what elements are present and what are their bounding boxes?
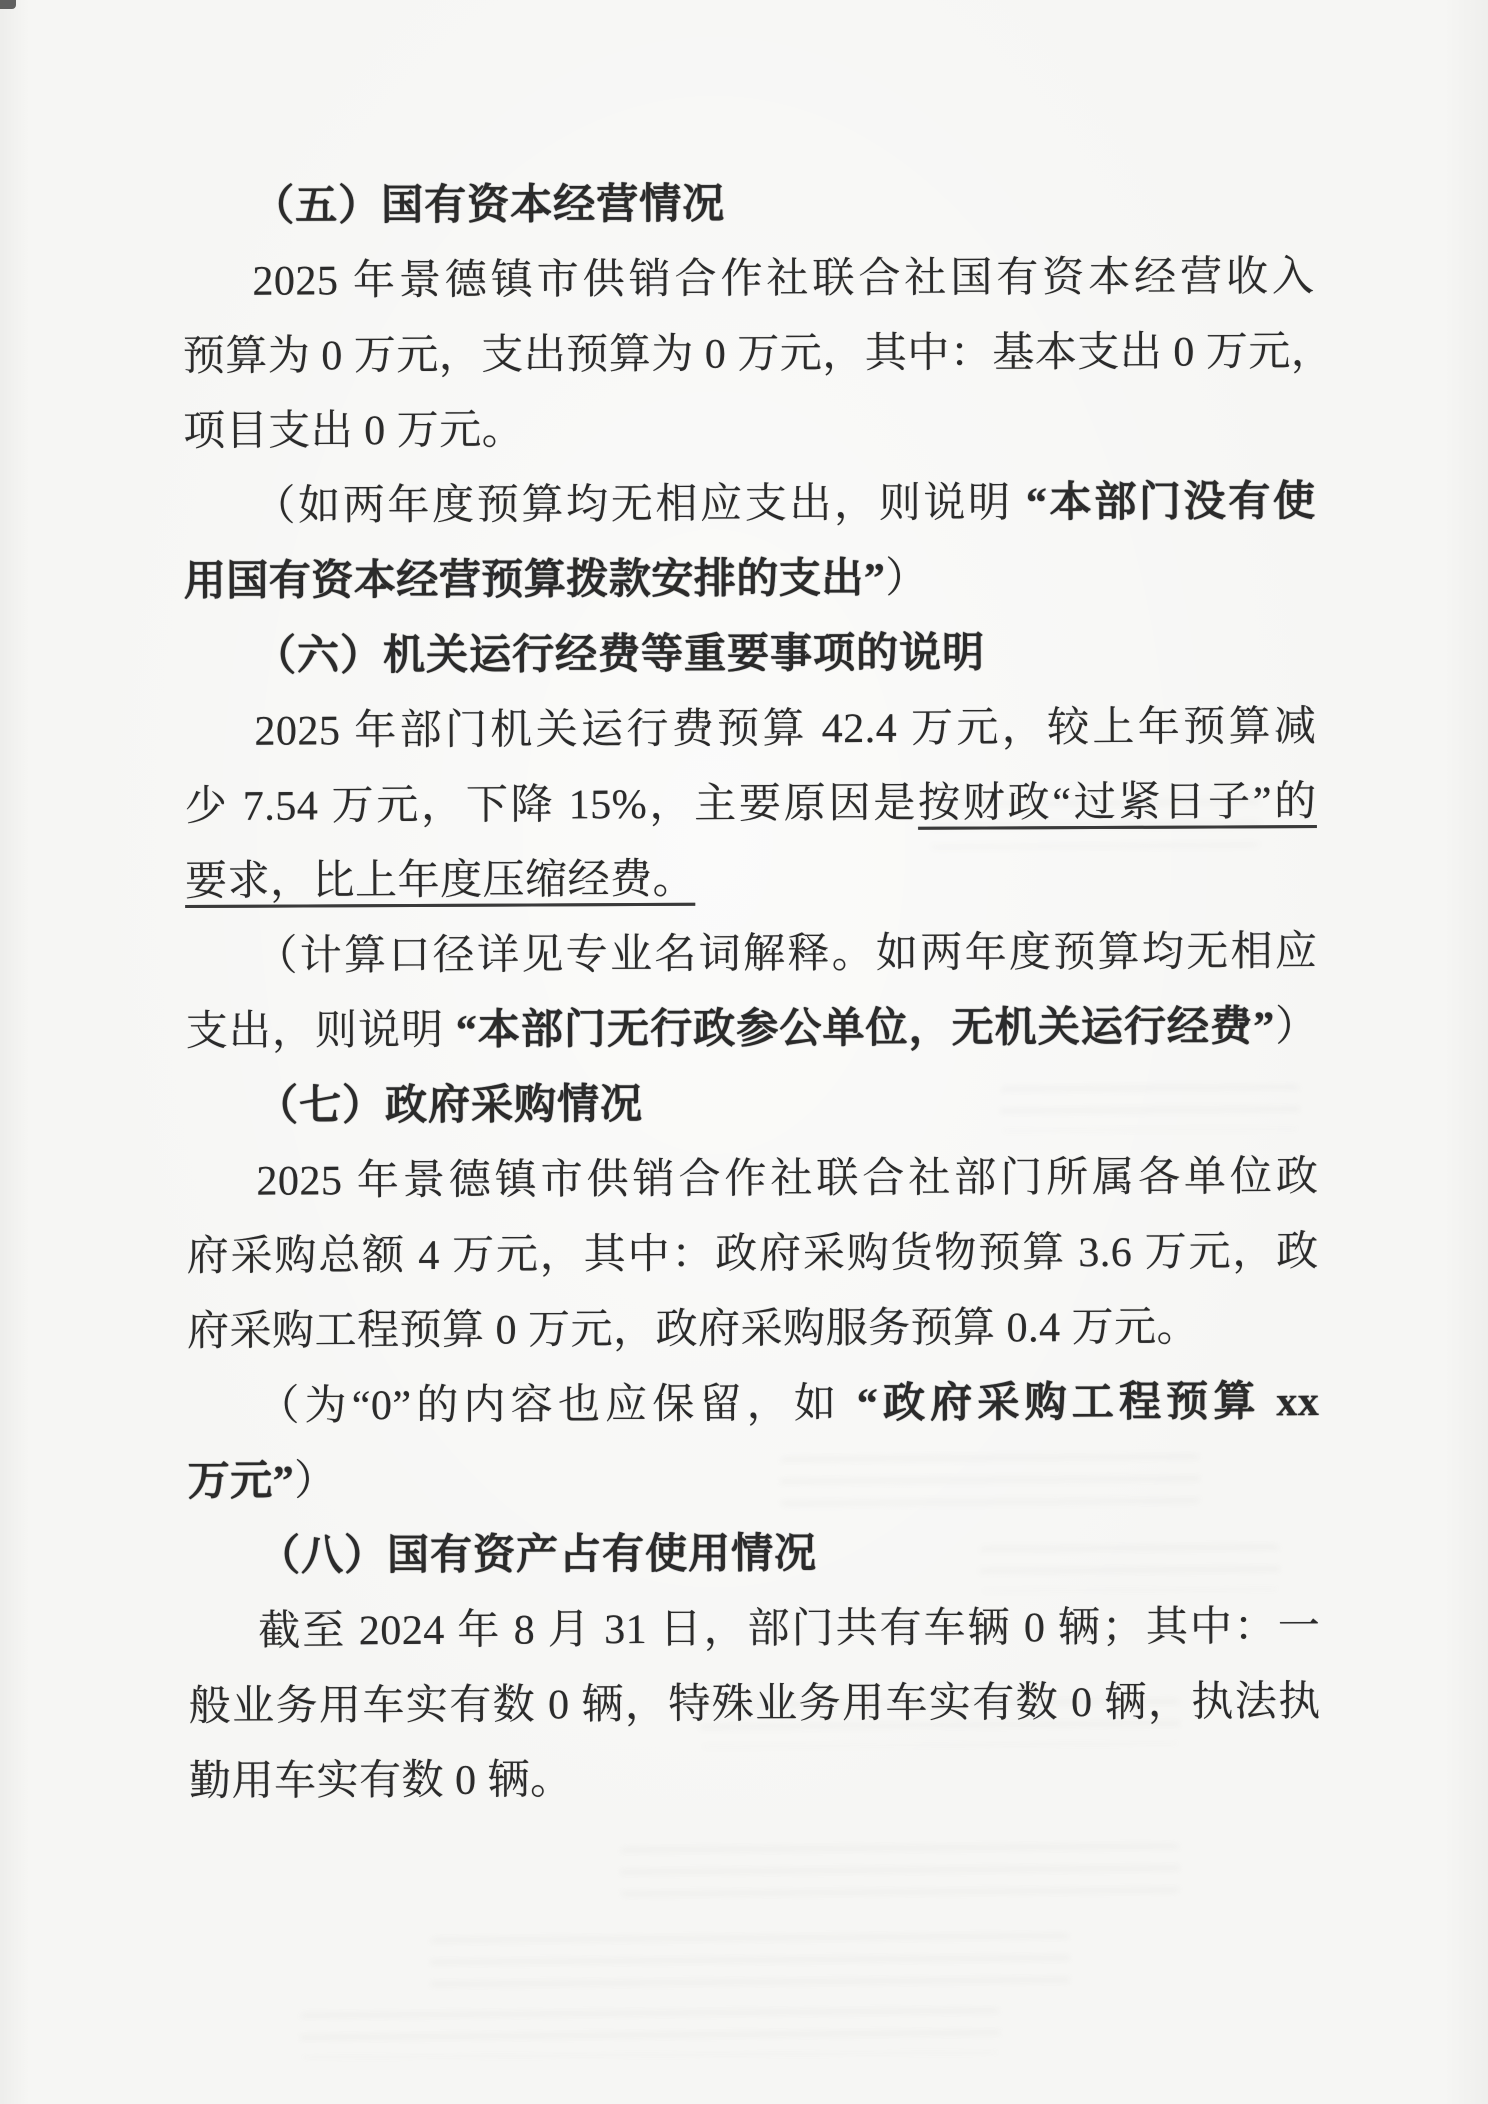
text-segment: “本部门没有使 xyxy=(1025,479,1316,527)
bleedthrough-artifact xyxy=(620,1843,1180,1897)
section-heading xyxy=(186,1065,1318,1145)
scan-corner-artifact xyxy=(0,0,16,9)
text-segment: 府采购工程预算 0 万元，政府采购服务预算 0.4 万元。 xyxy=(186,1304,1200,1355)
text-segment: 预算为 0 万元，支出预算为 0 万元，其中：基本支出 0 万元， xyxy=(182,328,1334,380)
bleedthrough-artifact xyxy=(300,2008,1000,2059)
text-line xyxy=(189,1665,1321,1745)
text-line xyxy=(182,240,1314,320)
text-segment: 项目支出 0 万元。 xyxy=(183,407,525,455)
text-segment: ） xyxy=(885,555,928,602)
text-segment: 2025 年景德镇市供销合作社联合社部门所属各单位政 xyxy=(256,1154,1319,1205)
text-segment: “本部门无行政参公单位，无机关运行经费” xyxy=(455,1004,1275,1054)
text-line xyxy=(189,1740,1321,1820)
text-segment: “政府采购工程预算 xx xyxy=(856,1379,1320,1428)
text-line xyxy=(187,1290,1319,1370)
text-line xyxy=(188,1590,1320,1670)
text-line xyxy=(185,840,1317,920)
text-segment: 用国有资本经营预算拨款安排的支出” xyxy=(183,555,886,605)
text-segment: ） xyxy=(1274,1004,1318,1051)
bleedthrough-artifact xyxy=(430,1933,1070,1989)
text-segment: （计算口径详见专业名词解释。如两年度预算均无相应 xyxy=(255,929,1318,980)
text-segment: （如两年度预算均无相应支出，则说明 xyxy=(253,480,1027,530)
text-line xyxy=(188,1440,1320,1520)
text-line xyxy=(182,315,1334,395)
section-heading xyxy=(182,165,1314,245)
text-segment: 少 7.54 万元，下降 15%，主要原因是 xyxy=(184,780,919,830)
text-line xyxy=(184,690,1316,770)
text-segment: （六）机关运行经费等重要事项的说明 xyxy=(254,630,986,680)
section-heading xyxy=(188,1515,1320,1595)
text-segment: 要求，比上年度压缩经费。 xyxy=(185,856,696,905)
text-line xyxy=(186,1140,1318,1220)
text-segment: 截至 2024 年 8 月 31 日，部门共有车辆 0 辆；其中：一 xyxy=(258,1604,1321,1655)
text-segment: 支出，则说明 xyxy=(185,1007,456,1055)
section-heading xyxy=(184,615,1316,695)
text-line xyxy=(183,390,1315,470)
text-segment: （五）国有资本经营情况 xyxy=(252,181,726,230)
text-segment: 2025 年景德镇市供销合作社联合社国有资本经营收入 xyxy=(252,254,1315,305)
text-segment: 勤用车实有数 0 辆。 xyxy=(188,1757,573,1805)
text-line xyxy=(185,765,1317,845)
text-segment: （七）政府采购情况 xyxy=(255,1081,644,1130)
text-segment: ） xyxy=(294,1458,337,1505)
text-segment: 府采购总额 4 万元，其中：政府采购货物预算 3.6 万元，政 xyxy=(186,1229,1319,1280)
text-segment: 按财政“过紧日子”的 xyxy=(917,779,1317,827)
text-segment: 2025 年部门机关运行费预算 42.4 万元，较上年预算减 xyxy=(254,704,1317,755)
text-line xyxy=(186,990,1318,1070)
text-line xyxy=(187,1215,1319,1295)
text-segment: （为“0”的内容也应保留，如 xyxy=(257,1381,857,1430)
document-body xyxy=(182,165,1334,1820)
text-line xyxy=(187,1365,1319,1445)
text-line xyxy=(183,465,1315,545)
text-line xyxy=(184,540,1316,620)
text-segment: （八）国有资产占有使用情况 xyxy=(257,1531,818,1580)
text-line xyxy=(185,915,1317,995)
text-segment: 万元” xyxy=(187,1458,295,1505)
text-segment: 般业务用车实有数 0 辆，特殊业务用车实有数 0 辆，执法执 xyxy=(188,1679,1321,1730)
